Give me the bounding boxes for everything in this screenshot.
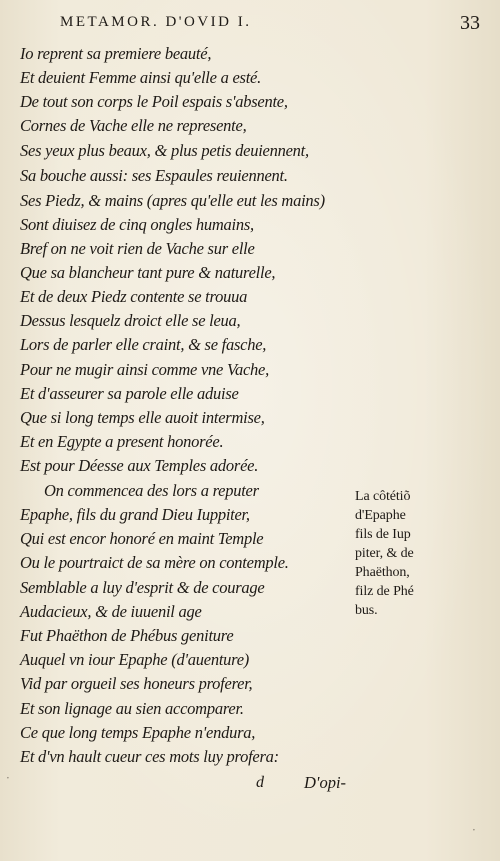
verse-line: Qui est encor honoré en maint Temple [20, 529, 264, 548]
verse-line: Et en Egypte a present honorée. [20, 432, 224, 451]
verse-line: Audacieux, & de iuuenil age [20, 602, 202, 621]
page-number: 33 [460, 12, 480, 34]
verse-line: Que sa blancheur tant pure & naturelle, [20, 263, 276, 282]
margin-note-line: fils de Iup [355, 527, 411, 542]
margin-note-line: bus. [355, 603, 378, 618]
margin-note-line: filz de Phé [355, 584, 414, 599]
margin-note-line: Phaëthon, [355, 565, 410, 580]
verse-line: Vid par orgueil ses honeurs proferer, [20, 674, 253, 693]
verse-line: Et son lignage au sien accomparer. [20, 699, 244, 718]
verse-line: Et d'vn hault cueur ces mots luy profera: [20, 747, 279, 766]
verse-line: Et de deux Piedz contente se trouua [20, 287, 248, 306]
margin-note [355, 487, 467, 620]
verse-line: Ses Piedz, & mains (apres qu'elle eut les mains) [20, 191, 325, 210]
margin-note-line: d'Epaphe [355, 508, 406, 523]
verse-line: Sont diuisez de cinq ongles humains, [20, 215, 254, 234]
verse-line: Bref on ne voit rien de Vache sur elle [20, 239, 255, 258]
verse-line: Semblable a luy d'esprit & de courage [20, 578, 265, 597]
margin-note-line: La côtétiõ [355, 489, 411, 504]
signature-mark: d [256, 774, 264, 791]
verse-line: Fut Phaëthon de Phébus geniture [20, 626, 234, 645]
verse-line: On commencea des lors a reputer [44, 481, 259, 500]
verse-line: Cornes de Vache elle ne represente, [20, 116, 247, 135]
verse-line: Dessus lesquelz droict elle se leua, [20, 311, 241, 330]
verse-line: Que si long temps elle auoit intermise, [20, 408, 265, 427]
verse-line: De tout son corps le Poil espais s'absente, [20, 92, 288, 111]
verse-line: Auquel vn iour Epaphe (d'auenture) [20, 650, 250, 669]
verse-line: Et d'asseurer sa parole elle aduise [20, 384, 239, 403]
verse-line: Pour ne mugir ainsi comme vne Vache, [20, 360, 269, 379]
ink-speck: · [472, 823, 476, 837]
catchword: D'opi- [304, 773, 347, 792]
verse-line: Est pour Déesse aux Temples adorée. [20, 456, 259, 475]
verse-line: Et deuient Femme ainsi qu'elle a esté. [20, 68, 261, 87]
verse-line: Io reprent sa premiere beauté, [20, 44, 212, 63]
ink-speck: · [6, 771, 10, 785]
verse-line: Ou le pourtraict de sa mère on contemple. [20, 553, 289, 572]
verse-line: Epaphe, fils du grand Dieu Iuppiter, [20, 505, 250, 524]
verse-line: Ses yeux plus beaux, & plus petis deuiennent, [20, 141, 309, 160]
running-head: METAMOR. D'OVID I. [60, 14, 252, 30]
margin-note-line: piter, & de [355, 546, 414, 561]
verse-line: Lors de parler elle craint, & se fasche, [20, 335, 267, 354]
verse-line: Sa bouche aussi: ses Espaules reuiennent. [20, 166, 288, 185]
verse-line: Ce que long temps Epaphe n'endura, [20, 723, 256, 742]
